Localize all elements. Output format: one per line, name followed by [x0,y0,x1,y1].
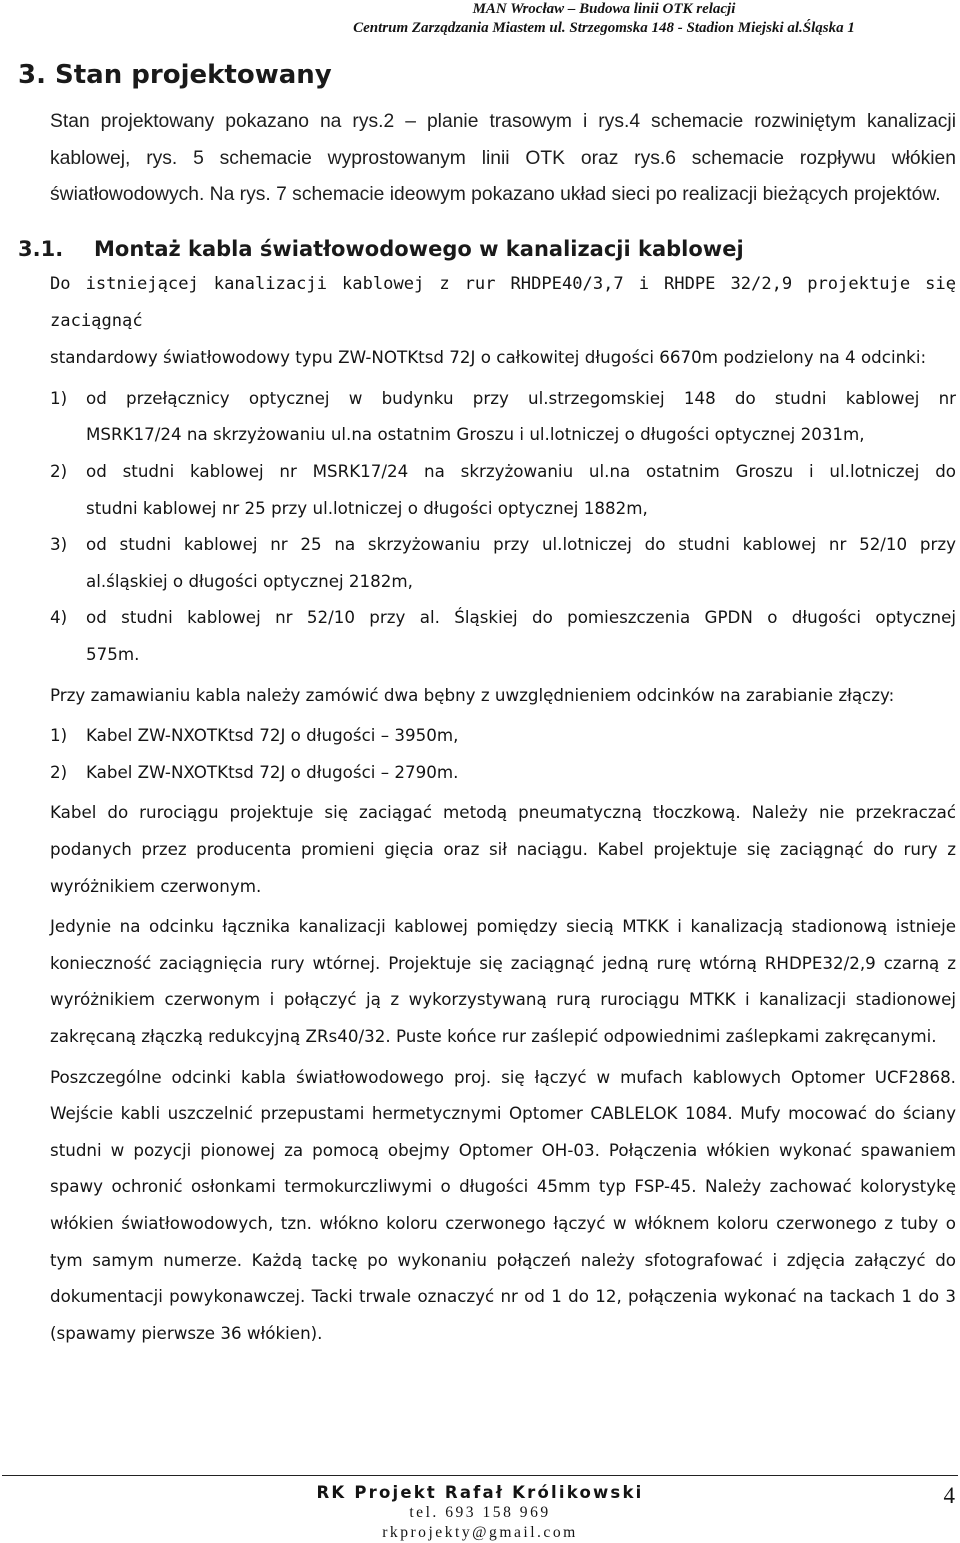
list-item [50,599,956,672]
footer-email: rkprojekty@gmail.com [382,1524,578,1541]
list-item-rest: MSRK17/24 na skrzyżowaniu ul.na ostatnim Groszu i ul.lotniczej o długości optycznej 2031m, [86,424,865,445]
list-number: 2) [50,761,68,782]
drum-list [50,717,956,790]
document-header [254,0,954,38]
cable-intro-paragraph [50,266,956,376]
list-number: 1) [50,387,68,408]
footer-contact [0,1483,960,1543]
footer-divider [2,1475,958,1476]
list-number: 2) [50,461,68,482]
header-project-title: MAN Wrocław – Budowa linii OTK relacji [472,1,736,17]
pulling-method-paragraph: Kabel do rurociągu projektuje się zaciągać metodą pneumatyczną tłoczkową. Należy nie przekraczać podanych przez producenta promieni gięcia oraz sił naciągu. Kabel projektuje się zaciągnąć do rury z wyróżnikiem czerwonym. [50,802,956,896]
secondary-pipe-paragraph: Jedynie na odcinku łącznika kanalizacji kablowej pomiędzy siecią MTKK i kanalizacją stadionową istnieje konieczność zaciągnięcia rury wtórnej. Projektuje się zaciągnąć jedną rurę wtórną RHDPE32/2,9 czarną z wyróżnikiem czerwonym i połączyć ją z wykorzystywaną rurą rurociągu MTKK i kanalizacji stadionowej zakręcaną złączką redukcyjną ZRs40/32. Puste końce rur zaślepić odpowiednimi zaślepkami zakręcanymi. [50,916,956,1046]
subsection-heading [18,232,956,266]
document-footer [0,1469,960,1541]
list-number: 4) [50,607,68,628]
list-item-text: Kabel ZW-NXOTKtsd 72J o długości – 2790m. [86,761,459,782]
list-item [50,717,956,754]
list-item-text: Kabel ZW-NXOTKtsd 72J o długości – 3950m, [86,725,459,746]
subsection-number: 3.1. [18,237,64,262]
list-item-first-line: od przełącznicy optycznej w budynku przy ul.strzegomskiej 148 do studni kablowej nr [86,387,956,408]
segment-list [50,380,956,673]
cable-intro-rest: standardowy światłowodowy typu ZW-NOTKtsd 72J o całkowitej długości 6670m podzielony na 4 odcinki: [50,347,927,368]
list-item-first-line: od studni kablowej nr MSRK17/24 na skrzyżowaniu ul.na ostatnim Groszu i ul.lotniczej do [86,461,956,482]
section-heading: 3. Stan projektowany [18,60,332,90]
list-item-rest: studni kablowej nr 25 przy ul.lotniczej o długości optycznej 1882m, [86,497,648,518]
list-number: 1) [50,725,68,746]
cable-intro-lead: Do istniejącej kanalizacji kablowej z rur RHDPE40/3,7 i RHDPE 32/2,9 projektuje się zaciągnąć [50,274,956,331]
list-item [50,380,956,453]
footer-phone: tel. 693 158 969 [409,1504,551,1521]
list-item-rest: 575m. [86,644,140,665]
list-item [50,453,956,526]
footer-company: RK Projekt Rafał Królikowski [316,1483,644,1502]
header-project-location: Centrum Zarządzania Miastem ul. Strzegomska 148 - Stadion Miejski al.Śląska 1 [353,20,855,36]
drum-order-paragraph: Przy zamawianiu kabla należy zamówić dwa bębny z uwzględnieniem odcinków na zarabianie złączy: [50,684,895,705]
list-item [50,754,956,791]
list-item [50,526,956,599]
list-item-rest: al.śląskiej o długości optycznej 2182m, [86,570,413,591]
section-intro-paragraph: Stan projektowany pokazano na rys.2 – planie trasowym i rys.4 schemacie rozwiniętym kanalizacji kablowej, rys. 5 schemacie wyprostowanym linii OTK oraz rys.6 schemacie rozpływu włókien światłowodowych. Na rys. 7 schemacie ideowym pokazano układ sieci po realizacji bieżących projektów. [50,111,956,206]
list-number: 3) [50,534,68,555]
document-body [18,54,956,1351]
list-item-first-line: od studni kablowej nr 52/10 przy al. Śląskiej do pomieszczenia GPDN o długości optycznej [86,607,956,628]
splicing-paragraph: Poszczególne odcinki kabla światłowodowego proj. się łączyć w mufach kablowych Optomer UCF2868. Wejście kabli uszczelnić przepustami hermetycznymi Optomer CABLELOK 1084. Mufy mocować do ściany studni w pozycji pionowej za pomocą obejmy Optomer OH-03. Połączenia włókien wykonać spawaniem spawy ochronić osłonkami termokurczliwymi o długości 45mm typ FSP-45. Należy zachować kolorystykę włókien światłowodowych, tzn. włókno koloru czerwonego łączyć w włóknem koloru czerwonego z tuby o tym samym numerze. Każdą tackę po wykonaniu połączeń należy sfotografować i zdjęcia załączyć do dokumentacji powykonawczej. Tacki trwale oznaczyć nr od 1 do 12, połączenia wykonać na tackach 1 do 3 (spawamy pierwsze 36 włókien). [50,1066,956,1343]
page-number: 4 [943,1483,955,1508]
list-item-first-line: od studni kablowej nr 25 na skrzyżowaniu przy ul.lotniczej do studni kablowej nr 52/10 przy [86,534,956,555]
subsection-title: Montaż kabla światłowodowego w kanalizacji kablowej [94,237,744,262]
